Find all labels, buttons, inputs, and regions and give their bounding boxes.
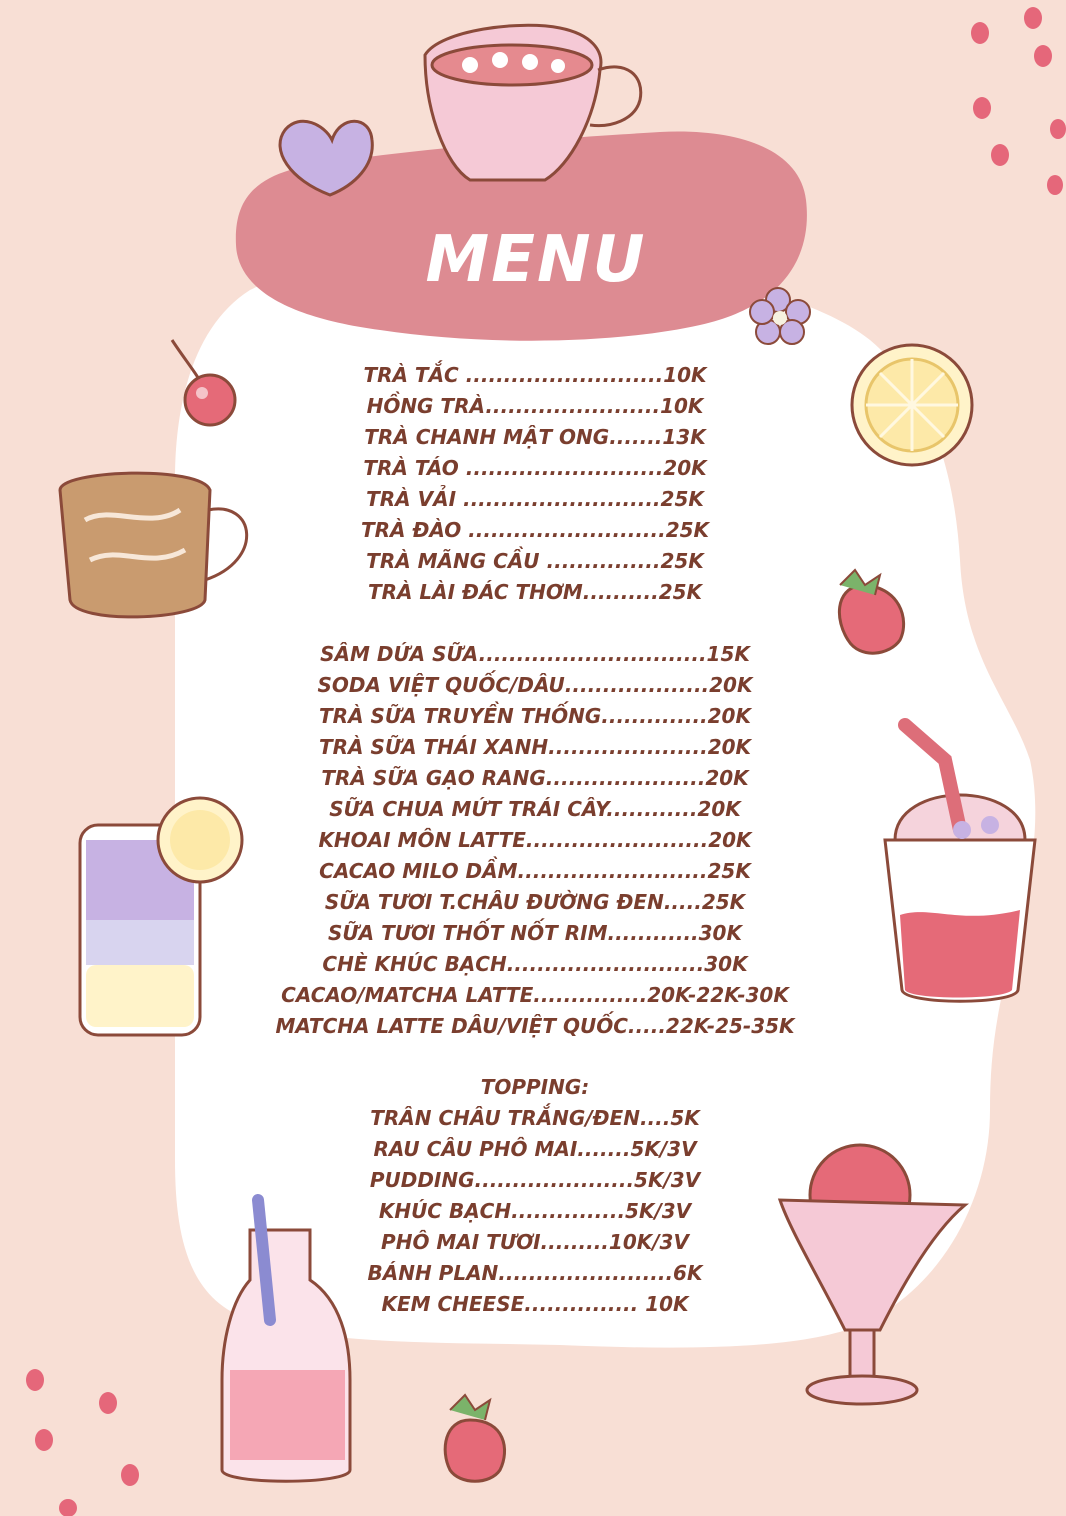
milk-item: SỮA TƯƠI THỐT NỐT RIM............30K [328,921,742,945]
topping-heading: TOPPING: [480,1075,590,1099]
topping-item: PHÔ MAI TƯƠI.........10K/3V [381,1230,689,1254]
menu-title: MENU [425,223,647,297]
topping-item: KHÚC BẠCH...............5K/3V [378,1199,692,1223]
milk-item: KHOAI MÔN LATTE........................20K [318,828,752,852]
milk-item: SODA VIỆT QUỐC/DÂU...................20K [317,673,753,697]
milk-item: TRÀ SỮA GẠO RANG.....................20K [321,766,749,790]
milk-item: MATCHA LATTE DÂU/VIỆT QUỐC.....22K-25-35K [275,1014,795,1038]
tea-item: TRÀ MÃNG CẦU ...............25K [366,549,704,573]
topping-item: RAU CÂU PHÔ MAI.......5K/3V [373,1137,697,1161]
topping-item: BÁNH PLAN.......................6K [367,1261,703,1285]
milk-item: SỮA TƯƠI T.CHÂU ĐƯỜNG ĐEN.....25K [324,890,746,914]
topping-item: KEM CHEESE............... 10K [381,1292,689,1316]
milk-item: CHÈ KHÚC BẠCH..........................30K [322,952,748,976]
tea-item: HỒNG TRÀ.......................10K [366,394,704,418]
tea-item: TRÀ LÀI ĐÁC THƠM..........25K [367,580,703,604]
milk-item: SÂM DỨA SỮA..............................15K [320,642,750,666]
topping-item: PUDDING.....................5K/3V [369,1168,701,1192]
milk-item: TRÀ SỮA TRUYỀN THỐNG..............20K [319,704,751,728]
milk-item: TRÀ SỮA THÁI XANH.....................20K [318,735,752,759]
tea-item: TRÀ TẮC ..........................10K [363,363,707,387]
tea-item: TRÀ TÁO ..........................20K [363,456,707,480]
topping-item: TRÂN CHÂU TRẮNG/ĐEN....5K [370,1106,700,1130]
tea-item: TRÀ VẢI ..........................25K [366,487,704,511]
milk-item: CACAO/MATCHA LATTE...............20K-22K-30K [281,983,789,1007]
milk-item: CACAO MILO DẦM.........................25K [319,859,751,883]
tea-item: TRÀ ĐÀO ..........................25K [360,518,710,542]
strawberry-bottom-icon [445,1395,504,1481]
tea-item: TRÀ CHANH MẬT ONG.......13K [364,425,706,449]
milk-item: SỮA CHUA MỨT TRÁI CÂY............20K [329,797,741,821]
